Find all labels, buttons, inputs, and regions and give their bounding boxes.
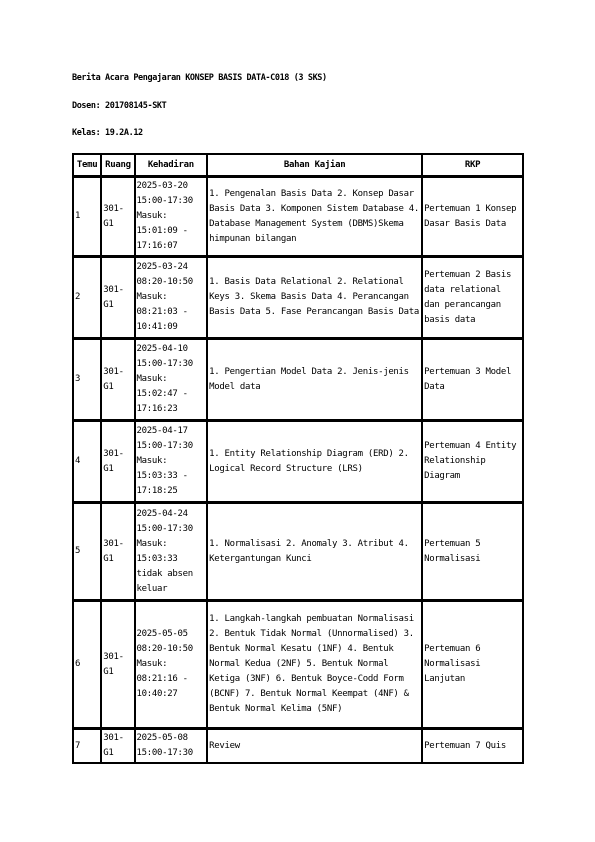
cell-kehadiran: 2025-04-17 15:00-17:30 Masuk: 15:03:33 - 17:18:25 [135,420,208,502]
cell-temu: 3 [73,338,101,420]
header-temu: Temu [73,154,101,176]
cell-bahan-kajian: 1. Basis Data Relational 2. Relational Keys 3. Skema Basis Data 4. Perancangan Basis Data 5. Fase Perancangan Basis Data [207,256,422,338]
cell-ruang: 301-G1 [101,420,134,502]
cell-kehadiran: 2025-05-08 15:00-17:30 [135,728,208,763]
cell-temu: 6 [73,600,101,728]
table-row [73,338,523,420]
cell-ruang: 301-G1 [101,600,134,728]
cell-kehadiran: 2025-03-20 15:00-17:30 Masuk: 15:01:09 - 17:16:07 [135,176,208,256]
table-header-row [73,154,523,176]
table-row [73,600,523,728]
table-row [73,420,523,502]
cell-temu: 7 [73,728,101,763]
cell-bahan-kajian: 1. Normalisasi 2. Anomaly 3. Atribut 4. Ketergantungan Kunci [207,502,422,600]
table-row [73,256,523,338]
header-bahan-kajian: Bahan Kajian [207,154,422,176]
cell-ruang: 301-G1 [101,338,134,420]
cell-bahan-kajian: 1. Pengertian Model Data 2. Jenis-jenis Model data [207,338,422,420]
cell-bahan-kajian: 1. Pengenalan Basis Data 2. Konsep Dasar Basis Data 3. Komponen Sistem Database 4. Database Management System (DBMS)Skema himpunan bilangan [207,176,422,256]
cell-ruang: 301-G1 [101,256,134,338]
class-line: Kelas: 19.2A.12 [72,128,143,138]
table-row [73,728,523,763]
cell-temu: 1 [73,176,101,256]
cell-rkp: Pertemuan 5 Normalisasi [422,502,523,600]
attendance-table [72,153,524,764]
cell-rkp: Pertemuan 6 Normalisasi Lanjutan [422,600,523,728]
cell-rkp: Pertemuan 4 Entity Relationship Diagram [422,420,523,502]
table-row [73,502,523,600]
cell-rkp: Pertemuan 2 Basis data relational dan perancangan basis data [422,256,523,338]
cell-bahan-kajian: Review [207,728,422,763]
cell-temu: 5 [73,502,101,600]
header-rkp: RKP [422,154,523,176]
cell-bahan-kajian: 1. Entity Relationship Diagram (ERD) 2. Logical Record Structure (LRS) [207,420,422,502]
cell-ruang: 301-G1 [101,176,134,256]
cell-kehadiran: 2025-04-24 15:00-17:30 Masuk: 15:03:33 tidak absen keluar [135,502,208,600]
cell-ruang: 301-G1 [101,728,134,763]
cell-kehadiran: 2025-04-10 15:00-17:30 Masuk: 15:02:47 - 17:16:23 [135,338,208,420]
cell-bahan-kajian: 1. Langkah-langkah pembuatan Normalisasi 2. Bentuk Tidak Normal (Unnormalised) 3. Bentuk Normal Kesatu (1NF) 4. Bentuk Normal Kedua (2NF) 5. Bentuk Normal Ketiga (3NF) 6. Bentuk Boyce-Codd Form (BCNF) 7. Bentuk Normal Keempat (4NF) & Bentuk Normal Kelima (5NF) [207,600,422,728]
cell-temu: 2 [73,256,101,338]
header-kehadiran: Kehadiran [135,154,208,176]
lecturer-line: Dosen: 201708145-SKT [72,101,167,111]
cell-temu: 4 [73,420,101,502]
table-row [73,176,523,256]
header-ruang: Ruang [101,154,134,176]
document-title: Berita Acara Pengajaran KONSEP BASIS DATA-C018 (3 SKS) [72,73,327,83]
cell-ruang: 301-G1 [101,502,134,600]
cell-rkp: Pertemuan 1 Konsep Dasar Basis Data [422,176,523,256]
cell-rkp: Pertemuan 3 Model Data [422,338,523,420]
cell-kehadiran: 2025-05-05 08:20-10:50 Masuk: 08:21:16 - 10:40:27 [135,600,208,728]
cell-kehadiran: 2025-03-24 08:20-10:50 Masuk: 08:21:03 - 10:41:09 [135,256,208,338]
cell-rkp: Pertemuan 7 Quis [422,728,523,763]
